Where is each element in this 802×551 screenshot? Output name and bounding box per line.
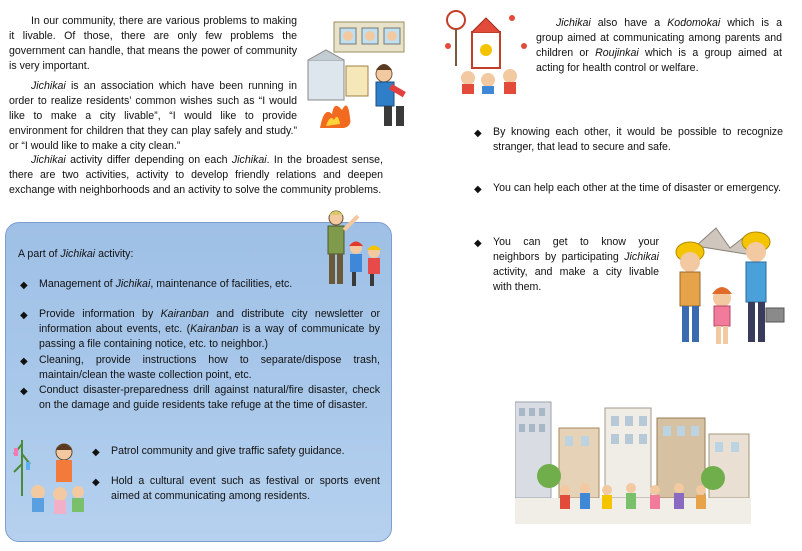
- activity-item: Patrol community and give traffic safety guidance.: [111, 445, 345, 457]
- intro-text-1: In our community, there are various problems to making it livable. Of those, there are only few problems the government can handle, that means the power of community is very important.: [9, 15, 297, 72]
- activity-item: Conduct disaster-preparedness drill against natural/fire disaster, check on the damage and guide residents take refuge at the time of disaster.: [39, 384, 380, 411]
- festival-children-illustration: [12, 436, 88, 516]
- jichikai-term: Jichikai: [31, 154, 66, 166]
- teacher-children-illustration: [316, 206, 392, 290]
- townscape-residents-illustration: [515, 398, 751, 524]
- benefit-item: By knowing each other, it would be possible to recognize stranger, that lead to secure and safe.: [493, 126, 783, 153]
- activity-item: Hold a cultural event such as festival or sports event aimed at communicating among residents.: [111, 475, 380, 502]
- intro-paragraph-1: [9, 14, 297, 74]
- family-cleaning-fire-illustration: [300, 8, 415, 132]
- intro-text-2: is an association which have been running in order to realize residents’ common wishes such as “I would like to make a city livable”, “I would like to provide environment for children that they can play safely and study.” or “I would like to make a city clean.”: [9, 80, 297, 152]
- jichikai-term: Jichikai: [60, 248, 96, 260]
- bullet-diamond-icon: ◆: [20, 386, 28, 397]
- bullet-diamond-icon: ◆: [20, 280, 28, 291]
- activity-item: Provide information by Kairanban and distribute city newsletter or information about events, etc. (Kairanban is a way of communicate by passing a file containing notice, etc. to neighbor.): [39, 308, 380, 350]
- kodomokai-festival-float-illustration: [442, 6, 534, 96]
- activity-box-title: A part of Jichikai activity:: [18, 248, 134, 260]
- kodomokai-paragraph: Jichikai also have a Kodomokai which is a group aimed at communicating among parents and children or Roujinkai which is a group aimed at acting for health control or welfare.: [536, 17, 782, 74]
- jichikai-term: Jichikai: [31, 80, 66, 92]
- bullet-diamond-icon: ◆: [474, 238, 482, 249]
- intro-text-3: . In the broadest sense, there are two activities, activity to develop friendly relations and deepen exchange with neighborhoods and an activity to solve the community problems.: [9, 154, 383, 196]
- bullet-diamond-icon: ◆: [92, 447, 100, 458]
- intro-paragraph-2: [9, 79, 297, 154]
- bullet-diamond-icon: ◆: [474, 184, 482, 195]
- bullet-diamond-icon: ◆: [92, 477, 100, 488]
- bullet-diamond-icon: ◆: [20, 356, 28, 367]
- jichikai-term: Jichikai: [231, 154, 267, 166]
- benefit-item: You can help each other at the time of disaster or emergency.: [493, 182, 781, 194]
- activity-item: Cleaning, provide instructions how to separate/dispose trash, maintain/clean the waste collection point, etc.: [39, 354, 380, 381]
- bullet-diamond-icon: ◆: [474, 128, 482, 139]
- activity-item: Management of Jichikai, maintenance of facilities, etc.: [39, 278, 293, 290]
- bullet-diamond-icon: ◆: [20, 310, 28, 321]
- intro-paragraph-3: Jichikai activity differ depending on each Jichikai. In the broadest sense, there are two activities, activity to develop friendly relations and deepen exchange with neighborhoods and an activity to solve the community problems.: [9, 154, 383, 196]
- family-helmets-disaster-illustration: [662, 222, 792, 358]
- benefit-item: You can get to know your neighbors by participating Jichikai activity, and make a city livable with them.: [493, 236, 659, 293]
